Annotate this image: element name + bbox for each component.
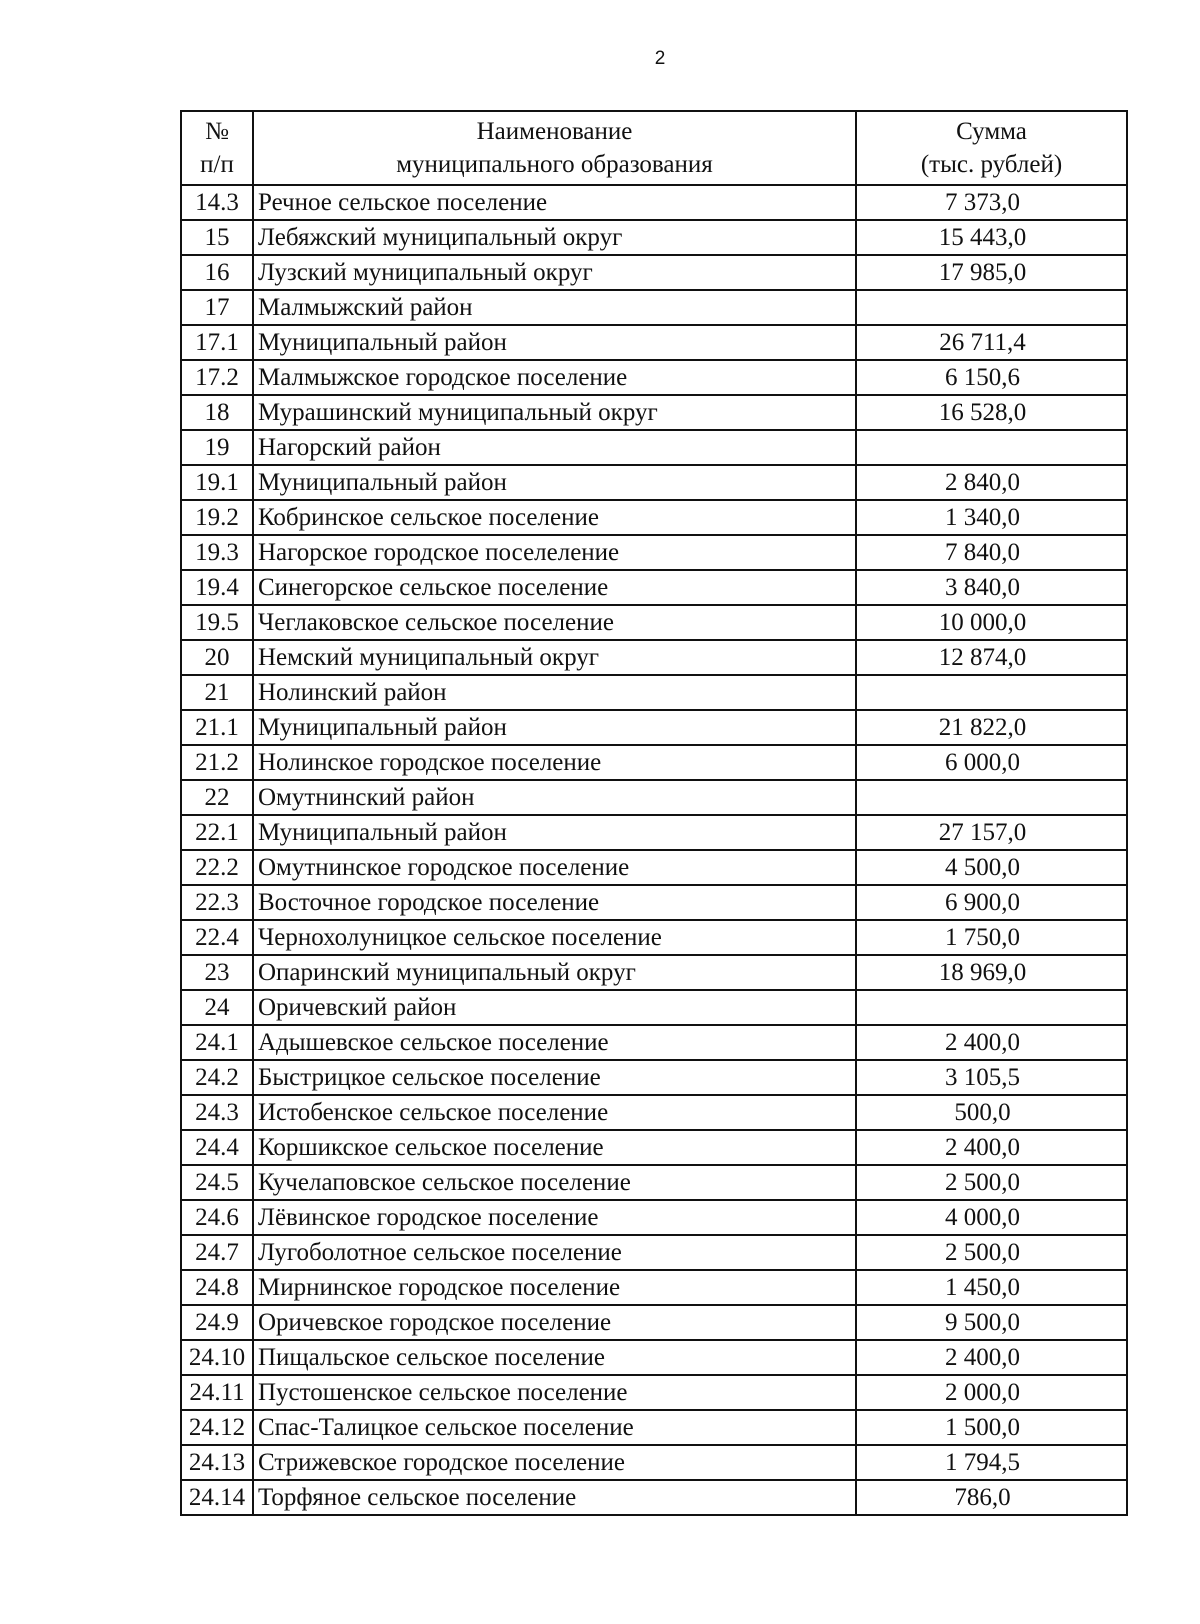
row-name: Малмыжское городское поселение	[253, 360, 856, 395]
row-sum: 2 500,0	[856, 1165, 1127, 1200]
row-name: Кучелаповское сельское поселение	[253, 1165, 856, 1200]
row-sum: 18 969,0	[856, 955, 1127, 990]
row-name: Немский муниципальный округ	[253, 640, 856, 675]
row-sum: 1 500,0	[856, 1410, 1127, 1445]
table-row	[181, 500, 1127, 535]
row-sum: 1 794,5	[856, 1445, 1127, 1480]
row-number: 24.3	[181, 1095, 253, 1130]
row-sum: 3 105,5	[856, 1060, 1127, 1095]
table-row	[181, 1060, 1127, 1095]
row-number: 24.5	[181, 1165, 253, 1200]
table-row	[181, 1165, 1127, 1200]
row-sum: 26 711,4	[856, 325, 1127, 360]
table-row	[181, 360, 1127, 395]
row-name: Адышевское сельское поселение	[253, 1025, 856, 1060]
row-number: 22.4	[181, 920, 253, 955]
table-row	[181, 465, 1127, 500]
row-number: 19.1	[181, 465, 253, 500]
row-number: 24.11	[181, 1375, 253, 1410]
row-number: 24.1	[181, 1025, 253, 1060]
table-row	[181, 535, 1127, 570]
page-number: 2	[654, 48, 666, 69]
row-sum: 3 840,0	[856, 570, 1127, 605]
header-number-symbol: №	[205, 118, 229, 145]
table-row	[181, 1095, 1127, 1130]
row-sum: 7 840,0	[856, 535, 1127, 570]
row-name: Пустошенское сельское поселение	[253, 1375, 856, 1410]
row-number: 15	[181, 220, 253, 255]
header-name-line1: Наименование	[476, 118, 633, 145]
row-name: Муниципальный район	[253, 325, 856, 360]
table-row	[181, 185, 1127, 220]
row-number: 24.2	[181, 1060, 253, 1095]
row-sum: 1 450,0	[856, 1270, 1127, 1305]
row-sum: 500,0	[856, 1095, 1127, 1130]
row-number: 16	[181, 255, 253, 290]
row-number: 24.13	[181, 1445, 253, 1480]
row-sum: 2 400,0	[856, 1130, 1127, 1165]
table-row	[181, 920, 1127, 955]
row-sum: 10 000,0	[856, 605, 1127, 640]
table-row	[181, 885, 1127, 920]
row-number: 22.1	[181, 815, 253, 850]
row-name: Речное сельское поселение	[253, 185, 856, 220]
row-number: 21	[181, 675, 253, 710]
row-number: 18	[181, 395, 253, 430]
row-name: Малмыжский район	[253, 290, 856, 325]
table-row	[181, 1270, 1127, 1305]
row-name: Оричевское городское поселение	[253, 1305, 856, 1340]
row-sum	[856, 780, 1127, 815]
table-row	[181, 605, 1127, 640]
row-sum: 786,0	[856, 1480, 1127, 1515]
row-name: Опаринский муниципальный округ	[253, 955, 856, 990]
row-sum: 15 443,0	[856, 220, 1127, 255]
row-number: 22.3	[181, 885, 253, 920]
table-row	[181, 990, 1127, 1025]
table-row	[181, 1445, 1127, 1480]
row-number: 17.1	[181, 325, 253, 360]
row-name: Кобринское сельское поселение	[253, 500, 856, 535]
row-number: 24.4	[181, 1130, 253, 1165]
row-name: Нолинский район	[253, 675, 856, 710]
row-name: Торфяное сельское поселение	[253, 1480, 856, 1515]
row-sum: 4 500,0	[856, 850, 1127, 885]
table-row	[181, 710, 1127, 745]
table-row	[181, 325, 1127, 360]
table-row	[181, 955, 1127, 990]
table-row	[181, 1340, 1127, 1375]
row-number: 24	[181, 990, 253, 1025]
row-number: 14.3	[181, 185, 253, 220]
table-row	[181, 675, 1127, 710]
row-number: 17.2	[181, 360, 253, 395]
row-name: Быстрицкое сельское поселение	[253, 1060, 856, 1095]
row-name: Нагорское городское поселеление	[253, 535, 856, 570]
table-body	[181, 185, 1127, 1515]
row-number: 24.14	[181, 1480, 253, 1515]
row-name: Муниципальный район	[253, 815, 856, 850]
table-row	[181, 570, 1127, 605]
row-name: Омутнинское городское поселение	[253, 850, 856, 885]
table-row	[181, 395, 1127, 430]
row-sum: 21 822,0	[856, 710, 1127, 745]
header-number	[181, 111, 253, 185]
allocation-table	[180, 110, 1128, 1516]
header-sum	[856, 111, 1127, 185]
row-sum: 4 000,0	[856, 1200, 1127, 1235]
row-sum	[856, 430, 1127, 465]
row-name: Чернохолуницкое сельское поселение	[253, 920, 856, 955]
row-name: Спас-Талицкое сельское поселение	[253, 1410, 856, 1445]
row-number: 24.8	[181, 1270, 253, 1305]
table-row	[181, 255, 1127, 290]
row-name: Лузский муниципальный округ	[253, 255, 856, 290]
table-row	[181, 1025, 1127, 1060]
row-name: Нолинское городское поселение	[253, 745, 856, 780]
row-number: 19	[181, 430, 253, 465]
row-sum: 2 500,0	[856, 1235, 1127, 1270]
row-sum: 2 400,0	[856, 1025, 1127, 1060]
row-sum: 6 150,6	[856, 360, 1127, 395]
row-sum: 27 157,0	[856, 815, 1127, 850]
row-sum: 6 900,0	[856, 885, 1127, 920]
table-row	[181, 290, 1127, 325]
row-sum: 6 000,0	[856, 745, 1127, 780]
table-row	[181, 1235, 1127, 1270]
row-name: Истобенское сельское поселение	[253, 1095, 856, 1130]
table-row	[181, 850, 1127, 885]
row-name: Муниципальный район	[253, 465, 856, 500]
row-name: Лугоболотное сельское поселение	[253, 1235, 856, 1270]
table-row	[181, 815, 1127, 850]
table-row	[181, 745, 1127, 780]
row-sum: 9 500,0	[856, 1305, 1127, 1340]
row-name: Лёвинское городское поселение	[253, 1200, 856, 1235]
row-name: Нагорский район	[253, 430, 856, 465]
table-row	[181, 1200, 1127, 1235]
table-row	[181, 780, 1127, 815]
table-header-row	[181, 111, 1127, 185]
row-number: 19.5	[181, 605, 253, 640]
row-number: 24.6	[181, 1200, 253, 1235]
row-sum	[856, 990, 1127, 1025]
row-sum: 1 750,0	[856, 920, 1127, 955]
row-name: Пищальское сельское поселение	[253, 1340, 856, 1375]
row-name: Стрижевское городское поселение	[253, 1445, 856, 1480]
row-name: Омутнинский район	[253, 780, 856, 815]
header-number-abbr: п/п	[200, 151, 234, 178]
header-name	[253, 111, 856, 185]
row-name: Муниципальный район	[253, 710, 856, 745]
row-name: Восточное городское поселение	[253, 885, 856, 920]
row-number: 17	[181, 290, 253, 325]
table-row	[181, 640, 1127, 675]
row-name: Коршикское сельское поселение	[253, 1130, 856, 1165]
row-name: Мирнинское городское поселение	[253, 1270, 856, 1305]
row-number: 20	[181, 640, 253, 675]
header-sum-line2: (тыс. рублей)	[920, 151, 1063, 178]
row-sum: 2 840,0	[856, 465, 1127, 500]
row-sum: 7 373,0	[856, 185, 1127, 220]
row-number: 24.12	[181, 1410, 253, 1445]
row-sum: 16 528,0	[856, 395, 1127, 430]
table-row	[181, 1480, 1127, 1515]
row-name: Лебяжский муниципальный округ	[253, 220, 856, 255]
row-number: 24.10	[181, 1340, 253, 1375]
row-name: Мурашинский муниципальный округ	[253, 395, 856, 430]
table-row	[181, 1410, 1127, 1445]
row-number: 23	[181, 955, 253, 990]
row-number: 22.2	[181, 850, 253, 885]
row-sum	[856, 675, 1127, 710]
row-number: 19.2	[181, 500, 253, 535]
header-name-line2: муниципального образования	[396, 151, 713, 178]
row-number: 24.7	[181, 1235, 253, 1270]
row-number: 22	[181, 780, 253, 815]
row-name: Оричевский район	[253, 990, 856, 1025]
row-name: Синегорское сельское поселение	[253, 570, 856, 605]
row-sum: 2 400,0	[856, 1340, 1127, 1375]
table-row	[181, 1305, 1127, 1340]
row-number: 21.2	[181, 745, 253, 780]
row-number: 19.3	[181, 535, 253, 570]
row-number: 21.1	[181, 710, 253, 745]
table-row	[181, 430, 1127, 465]
row-number: 19.4	[181, 570, 253, 605]
table-row	[181, 1375, 1127, 1410]
table-row	[181, 1130, 1127, 1165]
header-sum-line1: Сумма	[956, 118, 1027, 145]
row-name: Чеглаковское сельское поселение	[253, 605, 856, 640]
row-number: 24.9	[181, 1305, 253, 1340]
row-sum: 12 874,0	[856, 640, 1127, 675]
row-sum: 2 000,0	[856, 1375, 1127, 1410]
row-sum: 1 340,0	[856, 500, 1127, 535]
row-sum	[856, 290, 1127, 325]
table-row	[181, 220, 1127, 255]
row-sum: 17 985,0	[856, 255, 1127, 290]
